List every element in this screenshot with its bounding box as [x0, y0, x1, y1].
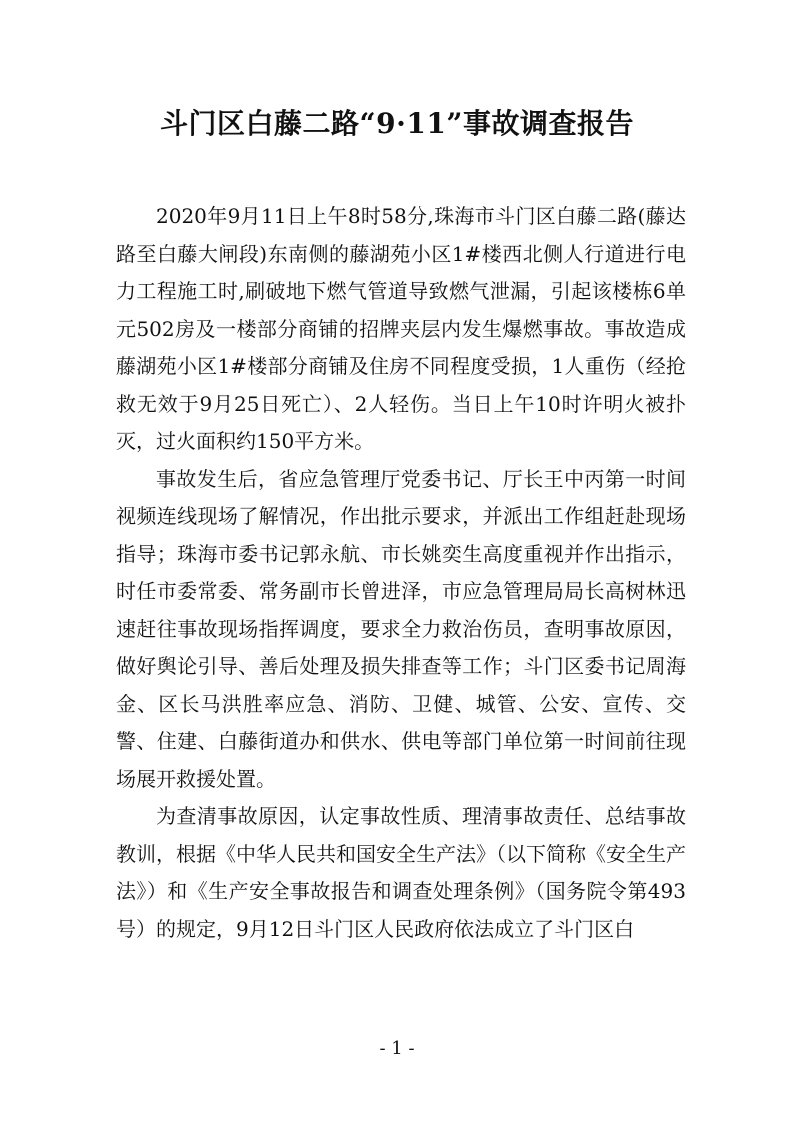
page-number: - 1 -	[379, 1038, 415, 1059]
paragraph-accident-summary: 2020年9月11日上午8时58分,珠海市斗门区白藤二路(藤达路至白藤大闸段)东南侧的藤湖苑小区1#楼西北侧人行道进行电力工程施工时,刷破地下燃气管道导致燃气泄漏，引起该楼栋6单元502房及一楼部分商铺的招牌夹层内发生爆燃事故。事故造成藤湖苑小区1#楼部分商铺及住房不同程度受损，1人重伤（经抢救无效于9月25日死亡）、2人轻伤。当日上午10时许明火被扑灭，过火面积约150平方米。	[116, 204, 686, 453]
document-body	[116, 198, 686, 948]
paragraph-emergency-response: 事故发生后，省应急管理厅党委书记、厅长王中丙第一时间视频连线现场了解情况，作出批示要求，并派出工作组赶赴现场指导；珠海市委书记郭永航、市长姚奕生高度重视并作出指示，时任市委常委、常务副市长曾进泽，市应急管理局局长高树林迅速赶往事故现场指挥调度，要求全力救治伤员，查明事故原因，做好舆论引导、善后处理及损失排查等工作；斗门区委书记周海金、区长马洪胜率应急、消防、卫健、城管、公安、宣传、交警、住建、白藤街道办和供水、供电等部门单位第一时间前往现场展开救援处置。	[116, 466, 686, 791]
paragraph-investigation-basis: 为查清事故原因，认定事故性质、理清事故责任、总结事故教训，根据《中华人民共和国安全生产法》（以下简称《安全生产法》）和《生产安全事故报告和调查处理条例》（国务院令第493号）的规定，9月12日斗门区人民政府依法成立了斗门区白	[116, 804, 686, 941]
document-title: 斗门区白藤二路“9·11”事故调查报告	[160, 107, 634, 140]
